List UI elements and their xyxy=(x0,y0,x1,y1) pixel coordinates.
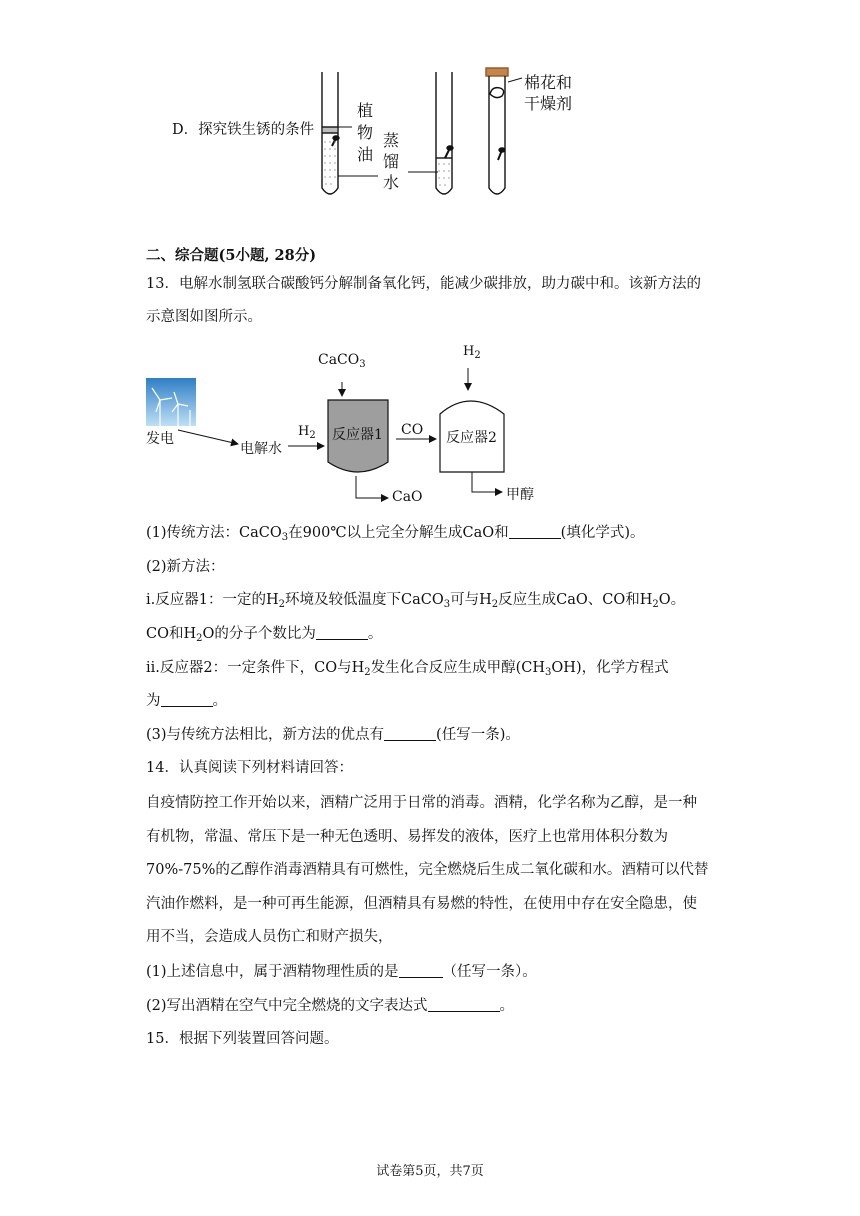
answer-blank[interactable] xyxy=(428,997,500,1012)
question-d-label: D．探究铁生锈的条件 xyxy=(172,122,315,138)
q14-para-line: 汽油作燃料，是一种可再生能源，但酒精具有易燃的特性，在使用中存在安全隐患，使 xyxy=(146,896,697,912)
q14-para-line: 用不当，会造成人员伤亡和财产损失， xyxy=(146,929,393,945)
label-methanol: 甲醇 xyxy=(506,487,534,503)
q13-intro-line1: 13．电解水制氢联合碳酸钙分解制备氧化钙，能减少碳排放，助力碳中和。该新方法的 xyxy=(146,276,701,292)
wind-turbine-image xyxy=(146,378,196,426)
q13-part3: (3)与传统方法相比，新方法的优点有 (任写一条)。 xyxy=(146,727,520,743)
label-cotton-desiccant: 棉花和 干燥剂 xyxy=(524,73,573,113)
label-reactor-1: 反应器1 xyxy=(332,427,383,443)
label-cao: CaO xyxy=(392,489,423,505)
page-footer: 试卷第5页，共7页 xyxy=(376,1164,484,1179)
answer-blank[interactable] xyxy=(399,963,443,978)
q14-part2: (2)写出酒精在空气中完全燃烧的文字表达式 。 xyxy=(146,998,515,1014)
label-vegetable-oil: 植 物 油 xyxy=(357,101,374,164)
test-tube-oil xyxy=(322,72,339,194)
q13-part2: (2)新方法： xyxy=(146,559,225,575)
label-co: CO xyxy=(401,422,424,438)
q13-part1: (1)传统方法：CaCO$_3$在900℃以上完全分解生成CaO和 (填化学式)。 xyxy=(146,525,645,543)
q14-para-line: 自疫情防控工作开始以来，酒精广泛用于日常的消毒。酒精，化学名称为乙醇，是一种 xyxy=(146,795,697,811)
q13-part2-i-line2: CO和$H_2O$的分子个数比为 。 xyxy=(146,626,383,644)
answer-blank[interactable] xyxy=(316,625,368,640)
answer-blank[interactable] xyxy=(509,524,561,539)
label-distilled-water: 蒸 馏 水 xyxy=(383,131,400,192)
q13-part2-ii-line2: 为 。 xyxy=(146,693,227,709)
q13-part2-ii: ii.反应器2：一定条件下，CO与$H_2$发生化合反应生成甲醇$(CH_3OH)$，化学方程式 xyxy=(146,660,669,678)
q13-intro-line2: 示意图如图所示。 xyxy=(146,309,262,325)
label-power: 发电 xyxy=(146,431,174,447)
label-h2-input: $H_2$ xyxy=(298,424,316,441)
q14-part1: (1)上述信息中，属于酒精物理性质的是 （任写一条）。 xyxy=(146,964,537,980)
q15-intro: 15．根据下列装置回答问题。 xyxy=(146,1031,339,1047)
label-h2-top: $H_2$ xyxy=(463,344,481,361)
q14-para-line: 70%-75%的乙醇作消毒酒精具有可燃性，完全燃烧后生成二氧化碳和水。酒精可以代替 xyxy=(146,862,709,878)
q14-para-line: 有机物，常温、常压下是一种无色透明、易挥发的液体，医疗上也常用体积分数为 xyxy=(146,829,668,845)
label-reactor-2: 反应器2 xyxy=(446,430,497,446)
answer-blank[interactable] xyxy=(384,726,436,741)
label-caco3: CaCO$_3$ xyxy=(318,352,366,370)
section-title: 二、综合题(5小题, 28分) xyxy=(146,247,317,264)
q14-intro: 14．认真阅读下列材料请回答： xyxy=(146,760,353,776)
answer-blank[interactable] xyxy=(161,692,213,707)
test-tube-dry xyxy=(486,68,508,194)
label-electrolysis: 电解水 xyxy=(240,441,282,457)
q13-part2-i: i.反应器1：一定的$H_2$环境及较低温度下CaCO$_3$可与$H_2$反应生成CaO、CO和$H_2O$。 xyxy=(146,592,686,610)
test-tube-water xyxy=(436,72,453,194)
